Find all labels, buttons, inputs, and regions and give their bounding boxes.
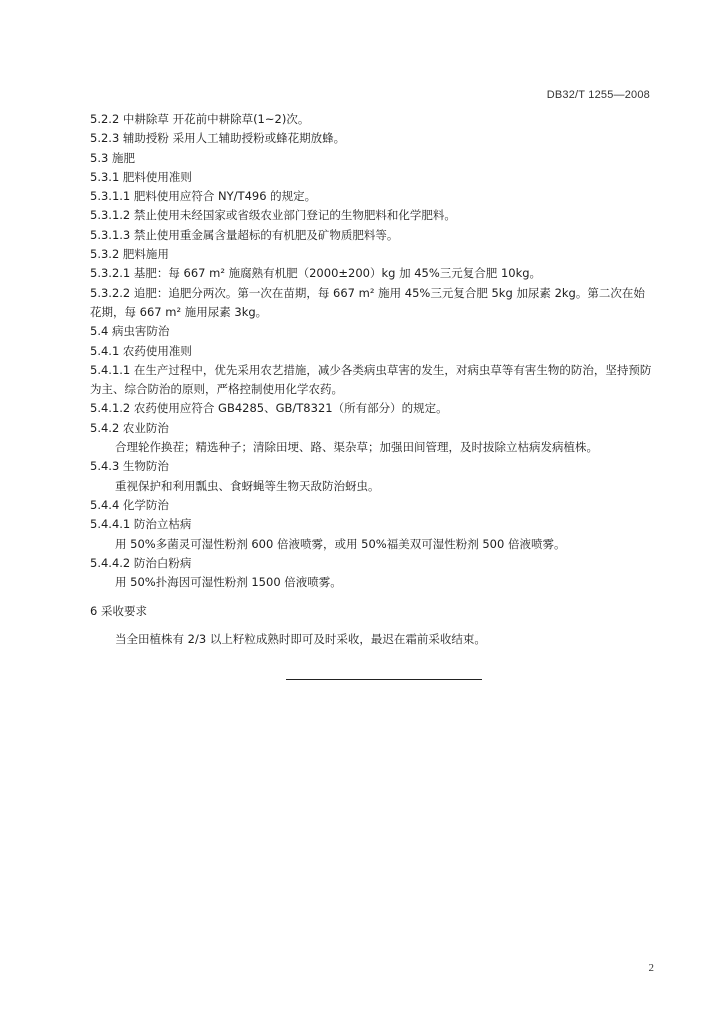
clause-5-3-1-1: 5.3.1.1 肥料使用应符合 NY/T496 的规定。: [90, 189, 317, 204]
clause-5-4-2-heading: 5.4.2 农业防治: [90, 420, 169, 435]
section-6-text: 当全田植株有 2/3 以上籽粒成熟时即可及时采收，最迟在霜前采收结束。: [115, 631, 486, 646]
clause-5-4-3-text: 重视保护和利用瓢虫、食蚜蝇等生物天敌防治蚜虫。: [115, 478, 380, 493]
clause-5-4-3-heading: 5.4.3 生物防治: [90, 459, 169, 474]
clause-5-4-4-1-heading: 5.4.4.1 防治立枯病: [90, 517, 192, 532]
clause-5-3-2-2: 5.3.2.2 追肥：追肥分两次。第一次在苗期，每 667 m² 施用 45%三元复合肥 5kg 加尿素 2kg。第二次在始花期，每 667 m² 施用尿素 3kg。: [90, 285, 645, 319]
clause-5-4-4-2-heading: 5.4.4.2 防治白粉病: [90, 555, 192, 570]
end-of-document-rule: [286, 679, 482, 680]
clause-5-4-1-2: 5.4.1.2 农药使用应符合 GB4285、GB/T8321（所有部分）的规定。: [90, 401, 448, 416]
standard-code-header: DB32/T 1255—2008: [546, 89, 650, 101]
section-6-heading: 6 采收要求: [90, 604, 147, 619]
clause-5-4-1-1: 5.4.1.1 在生产过程中，优先采用农艺措施，减少各类病虫草害的发生，对病虫草等有害生物的防治，坚持预防为主、综合防治的原则，严格控制使用化学农药。: [90, 362, 652, 397]
clause-5-4-4-2-text: 用 50%扑海因可湿性粉剂 1500 倍液喷雾。: [115, 575, 342, 590]
clause-5-2-3: 5.2.3 辅助授粉 采用人工辅助授粉或蜂花期放蜂。: [90, 131, 346, 146]
clause-5-4-2-text: 合理轮作换茬；精选种子；清除田埂、路、渠杂草；加强田间管理，及时拔除立枯病发病植株。: [115, 440, 598, 455]
clause-5-4-1-heading: 5.4.1 农药使用准则: [90, 343, 192, 358]
page-number: 2: [648, 962, 654, 974]
document-body: [90, 110, 652, 649]
clause-5-3-1-2: 5.3.1.2 禁止使用未经国家或省级农业部门登记的生物肥料和化学肥料。: [90, 208, 456, 223]
clause-5-3-2-heading: 5.3.2 肥料施用: [90, 247, 169, 262]
clause-5-3-1-heading: 5.3.1 肥料使用准则: [90, 169, 192, 184]
clause-5-3-1-3: 5.3.1.3 禁止使用重金属含量超标的有机肥及矿物质肥料等。: [90, 227, 399, 242]
clause-5-4-4-1-text: 用 50%多菌灵可湿性粉剂 600 倍液喷雾，或用 50%福美双可湿性粉剂 500 倍液喷雾。: [115, 536, 566, 551]
section-5-4-heading: 5.4 病虫害防治: [90, 324, 170, 339]
section-5-3-heading: 5.3 施肥: [90, 150, 135, 165]
clause-5-2-2: 5.2.2 中耕除草 开花前中耕除草(1~2)次。: [90, 112, 310, 126]
clause-5-3-2-1: 5.3.2.1 基肥：每 667 m² 施腐熟有机肥（2000±200）kg 加 45%三元复合肥 10kg。: [90, 266, 542, 281]
clause-5-4-4-heading: 5.4.4 化学防治: [90, 497, 169, 512]
